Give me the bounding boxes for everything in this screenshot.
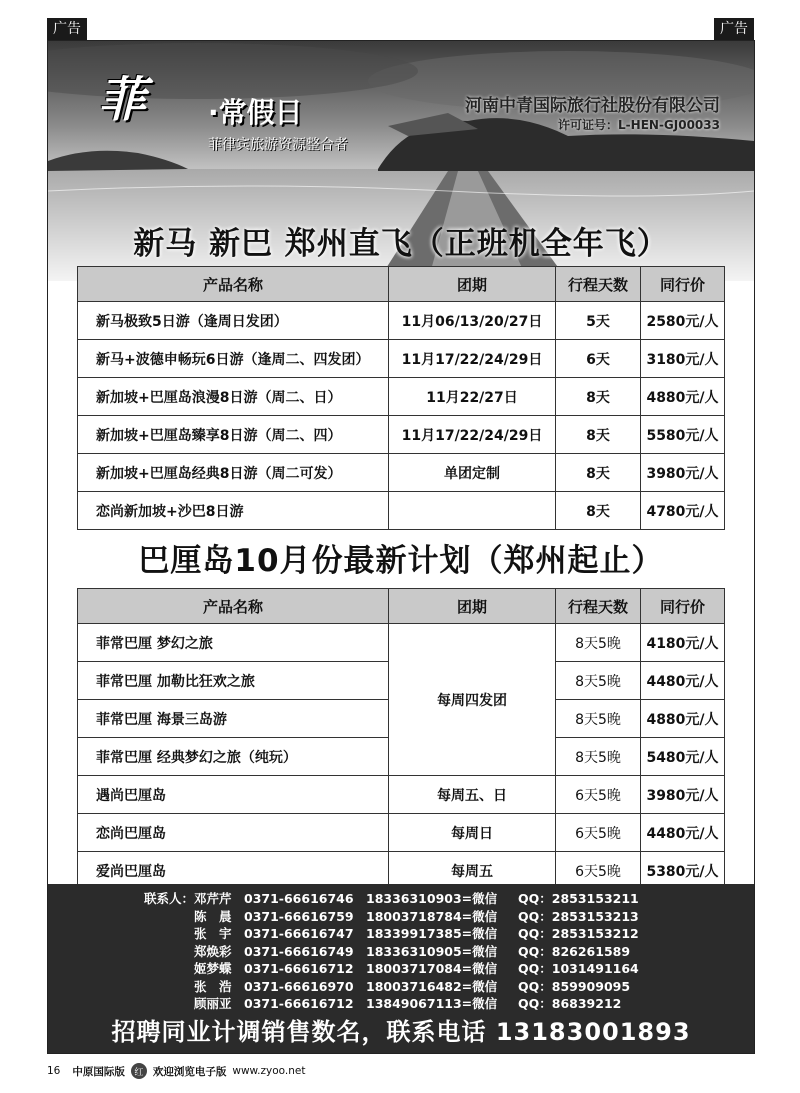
tour-dates: 每周五 xyxy=(389,852,556,890)
tour-price: 4480元/人 xyxy=(641,814,725,852)
contact-qq: QQ：2853153213 xyxy=(518,908,639,924)
tour-price: 3980元/人 xyxy=(641,776,725,814)
tour-days: 8天5晚 xyxy=(556,662,641,700)
contact-wechat: 18339917385=微信 xyxy=(366,926,498,941)
contact-wechat: 18336310903=微信 xyxy=(366,891,498,906)
section2-table xyxy=(77,588,725,890)
tour-days: 8天 xyxy=(556,454,641,492)
tour-dates: 单团定制 xyxy=(389,454,556,492)
brand-logo xyxy=(98,61,358,171)
tour-days: 6天5晚 xyxy=(556,776,641,814)
contact-wechat: 18003717084=微信 xyxy=(366,961,498,976)
contact-qq: QQ：826261589 xyxy=(518,943,631,959)
tour-dates: 11月06/13/20/27日 xyxy=(389,302,556,340)
contact-phone: 0371-66616970 xyxy=(244,978,354,994)
table-header xyxy=(78,267,725,302)
product-name: 新加坡+巴厘岛经典8日游（周二可发） xyxy=(78,454,389,492)
contact-row xyxy=(138,925,639,943)
product-name: 爱尚巴厘岛 xyxy=(78,852,389,890)
product-name: 恋尚巴厘岛 xyxy=(78,814,389,852)
contact-wechat: 18336310905=微信 xyxy=(366,943,498,959)
section2-title: 巴厘岛10月份最新计划（郑州起止） xyxy=(138,543,664,579)
contact-name: 顾丽亚 xyxy=(194,996,232,1011)
contact-name: 姬梦蝶 xyxy=(194,961,232,976)
tour-days: 8天5晚 xyxy=(556,624,641,662)
contact-phone: 0371-66616759 xyxy=(244,908,354,924)
recruitment-notice: 招聘同业计调销售数名，联系电话 13183001893 xyxy=(111,1018,691,1046)
table-row xyxy=(78,378,725,416)
tour-days: 5天 xyxy=(556,302,641,340)
product-name: 菲常巴厘 经典梦幻之旅（纯玩） xyxy=(78,738,389,776)
tour-days: 6天5晚 xyxy=(556,814,641,852)
tour-days: 6天5晚 xyxy=(556,852,641,890)
tour-price: 3980元/人 xyxy=(641,454,725,492)
contact-wechat: 18003718784=微信 xyxy=(366,908,498,924)
tour-price: 4880元/人 xyxy=(641,700,725,738)
tour-dates: 11月17/22/24/29日 xyxy=(389,340,556,378)
tour-days: 8天5晚 xyxy=(556,700,641,738)
tour-dates xyxy=(389,492,556,530)
contact-qq: QQ：86839212 xyxy=(518,996,622,1011)
product-name: 新马极致5日游（逢周日发团） xyxy=(78,302,389,340)
contact-wechat: 13849067113=微信 xyxy=(366,996,498,1011)
tour-dates: 每周日 xyxy=(389,814,556,852)
contact-qq: QQ：1031491164 xyxy=(518,961,639,976)
product-name: 新加坡+巴厘岛浪漫8日游（周二、日） xyxy=(78,378,389,416)
table-row xyxy=(78,492,725,530)
table-row xyxy=(78,340,725,378)
tour-price: 4480元/人 xyxy=(641,662,725,700)
tour-price: 4880元/人 xyxy=(641,378,725,416)
tour-price: 5580元/人 xyxy=(641,416,725,454)
section1-table xyxy=(77,266,725,530)
tour-dates: 每周四发团 xyxy=(389,624,556,776)
contact-qq: QQ：859909095 xyxy=(518,978,631,994)
contact-qq: QQ：2853153212 xyxy=(518,926,639,941)
table-row xyxy=(78,416,725,454)
col-days: 行程天数 xyxy=(556,267,641,302)
tour-days: 8天5晚 xyxy=(556,738,641,776)
footer-slogan: 欢迎浏览电子版 xyxy=(152,1065,227,1078)
product-name: 恋尚新加坡+沙巴8日游 xyxy=(78,492,389,530)
col-dates: 团期 xyxy=(389,267,556,302)
product-name: 新马+波德申畅玩6日游（逢周二、四发团） xyxy=(78,340,389,378)
tour-days: 8天 xyxy=(556,378,641,416)
table-row xyxy=(78,302,725,340)
contact-label: 联系人： xyxy=(143,891,194,906)
contact-row xyxy=(138,908,639,926)
logo-name: ·常假日 xyxy=(208,96,303,129)
table-row xyxy=(78,454,725,492)
contact-row xyxy=(138,995,639,1013)
company-name: 河南中青国际旅行社股份有限公司 xyxy=(465,96,720,116)
contact-phone: 0371-66616747 xyxy=(244,926,354,941)
product-name: 菲常巴厘 海景三岛游 xyxy=(78,700,389,738)
col-price: 同行价 xyxy=(641,589,725,624)
contact-row xyxy=(138,943,639,961)
tour-price: 4780元/人 xyxy=(641,492,725,530)
col-dates: 团期 xyxy=(389,589,556,624)
table-row xyxy=(78,814,725,852)
contact-phone: 0371-66616749 xyxy=(244,943,354,959)
contact-name: 邓芹芹 xyxy=(194,891,232,906)
table-row xyxy=(78,776,725,814)
tour-dates: 11月17/22/24/29日 xyxy=(389,416,556,454)
tour-price: 5380元/人 xyxy=(641,852,725,890)
logo-mark: 菲 xyxy=(98,72,147,128)
publication-badge-icon: 红 xyxy=(131,1063,147,1079)
tour-days: 6天 xyxy=(556,340,641,378)
page-footer xyxy=(47,1063,305,1079)
contact-name: 陈 晨 xyxy=(194,908,232,924)
contact-row xyxy=(138,978,639,996)
contact-row xyxy=(138,960,639,978)
col-product: 产品名称 xyxy=(78,267,389,302)
contact-name: 张 浩 xyxy=(194,978,232,994)
section1-title: 新马 新巴 郑州直飞（正班机全年飞） xyxy=(133,226,669,262)
tour-days: 8天 xyxy=(556,492,641,530)
tour-days: 8天 xyxy=(556,416,641,454)
contact-qq: QQ：2853153211 xyxy=(518,891,639,906)
product-name: 菲常巴厘 加勒比狂欢之旅 xyxy=(78,662,389,700)
ad-label-left: 广告 xyxy=(47,18,87,40)
tour-dates: 每周五、日 xyxy=(389,776,556,814)
contact-wechat: 18003716482=微信 xyxy=(366,978,498,994)
table-header xyxy=(78,589,725,624)
contact-panel xyxy=(48,884,754,1053)
col-product: 产品名称 xyxy=(78,589,389,624)
ad-label-right: 广告 xyxy=(714,18,754,40)
contact-name: 张 宇 xyxy=(194,926,232,941)
website-link[interactable]: www.zyoo.net xyxy=(232,1065,306,1077)
page-number: 16 xyxy=(47,1065,61,1077)
contact-phone: 0371-66616712 xyxy=(244,961,354,976)
table-row xyxy=(78,624,725,662)
brand-tagline: 菲律宾旅游资源整合者 xyxy=(208,137,348,153)
col-price: 同行价 xyxy=(641,267,725,302)
tour-price: 2580元/人 xyxy=(641,302,725,340)
product-name: 菲常巴厘 梦幻之旅 xyxy=(78,624,389,662)
contact-phone: 0371-66616712 xyxy=(244,996,354,1011)
tour-dates: 11月22/27日 xyxy=(389,378,556,416)
contact-name: 郑焕彩 xyxy=(194,943,232,959)
advertisement xyxy=(47,40,755,1054)
product-name: 遇尚巴厘岛 xyxy=(78,776,389,814)
contact-phone: 0371-66616746 xyxy=(244,891,354,906)
contact-list xyxy=(138,890,639,1013)
tour-price: 4180元/人 xyxy=(641,624,725,662)
contact-row xyxy=(138,890,639,908)
tour-price: 3180元/人 xyxy=(641,340,725,378)
col-days: 行程天数 xyxy=(556,589,641,624)
product-name: 新加坡+巴厘岛臻享8日游（周二、四） xyxy=(78,416,389,454)
publication-name: 中原国际版 xyxy=(72,1065,125,1078)
license-number: 许可证号：L-HEN-GJ00033 xyxy=(558,118,720,132)
tour-price: 5480元/人 xyxy=(641,738,725,776)
